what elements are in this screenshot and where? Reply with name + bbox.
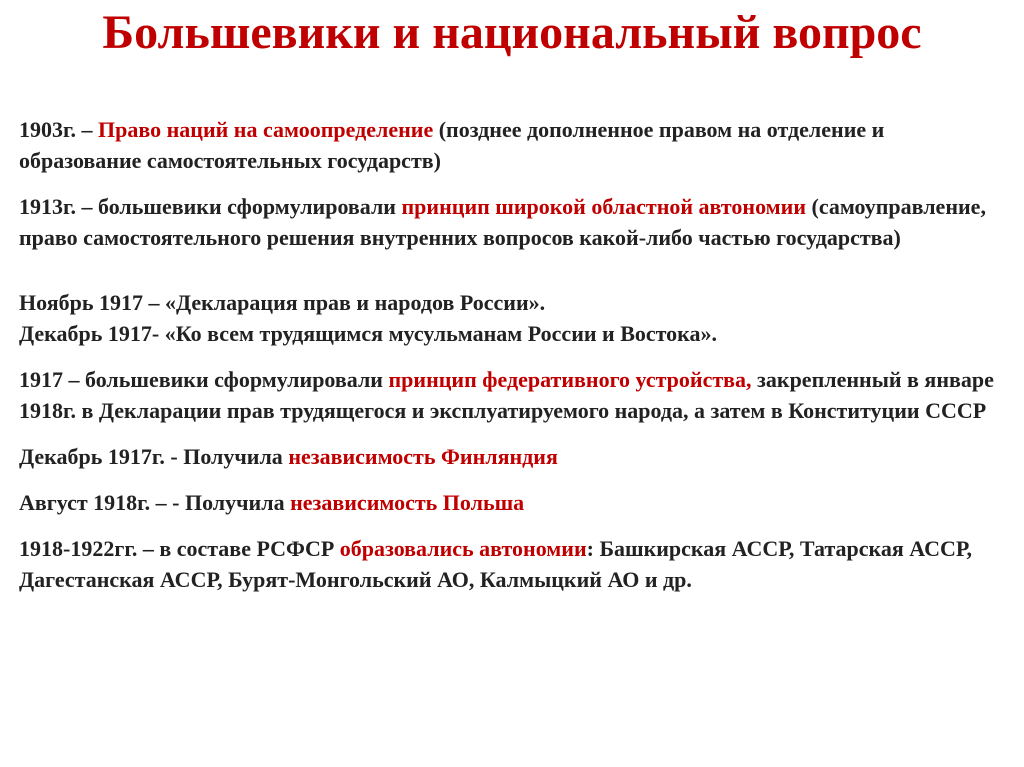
- slide-title: Большевики и национальный вопрос: [102, 6, 922, 59]
- paragraph-poland: [19, 487, 1009, 518]
- highlight-text: принцип федеративного устройства,: [388, 367, 752, 392]
- paragraph-1913: [19, 191, 1009, 253]
- highlight-text: образовались автономии: [339, 536, 587, 561]
- paragraph-text: : Башкирская АССР, Татарская АССР, Дагестанская АССР, Бурят-Монгольский АО, Калмыцкий АО и др.: [19, 536, 973, 592]
- paragraph-text: Август 1918г. – - Получила: [19, 490, 291, 515]
- highlight-text: принцип широкой областной автономии: [401, 194, 806, 219]
- paragraph-finland: [19, 441, 1009, 472]
- paragraph-text: Декабрь 1917г. - Получила: [19, 444, 289, 469]
- paragraph-autonomies: [19, 533, 1009, 595]
- highlight-text: независимость Финляндия: [288, 444, 558, 469]
- paragraph-1903: [19, 114, 1009, 176]
- spacer: [19, 253, 1009, 287]
- paragraph-text: (позднее дополненное правом на отделение и образование самостоятельных государств): [19, 117, 885, 173]
- paragraph-text: 1903г. –: [19, 117, 99, 142]
- highlight-text: Право наций на самоопределение: [98, 117, 434, 142]
- declaration-line: Ноябрь 1917 – «Декларация прав и народов России».: [19, 290, 546, 315]
- paragraph-1917-federation: [19, 364, 1009, 426]
- paragraph-1917-declarations: [19, 287, 1009, 349]
- paragraph-text: 1917 – большевики сформулировали: [19, 367, 389, 392]
- declaration-line: Декабрь 1917- «Ко всем трудящимся мусульманам России и Востока».: [19, 321, 718, 346]
- paragraph-text: закрепленный в январе 1918г. в Декларации прав трудящегося и эксплуатируемого народа, а затем в Конституции СССР: [19, 367, 994, 423]
- paragraph-text: 1918-1922гг. – в составе РСФСР: [19, 536, 340, 561]
- highlight-text: независимость Польша: [290, 490, 525, 515]
- paragraph-text: (самоуправление, право самостоятельного решения внутренних вопросов какой-либо частью государства): [19, 194, 986, 250]
- paragraph-text: 1913г. – большевики сформулировали: [19, 194, 402, 219]
- slide-body: [19, 114, 1009, 610]
